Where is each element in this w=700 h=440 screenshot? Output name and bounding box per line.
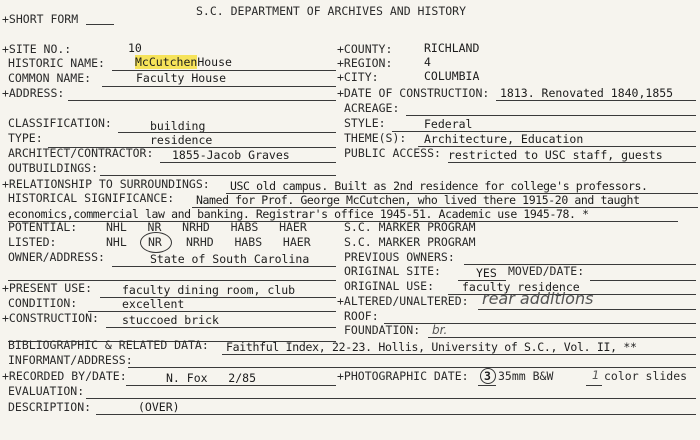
county-label: +COUNTY: — [337, 42, 393, 56]
bibliographic-line — [222, 354, 696, 355]
construction-line — [106, 327, 336, 328]
site-no-label: +SITE NO.: — [2, 42, 72, 56]
photo-slides-label: color slides — [604, 369, 688, 383]
style-label: STYLE: — [344, 116, 386, 130]
themes-line — [418, 146, 696, 147]
date-construction-label: +DATE OF CONSTRUCTION: — [337, 86, 490, 100]
foundation-value: br. — [432, 323, 448, 337]
city-value: COLUMBIA — [424, 69, 480, 83]
condition-label: CONDITION: — [8, 296, 78, 310]
foundation-line — [428, 337, 696, 338]
photo-slides-line — [586, 385, 602, 386]
significance-label: HISTORICAL SIGNIFICANCE: — [8, 191, 175, 205]
description-label: DESCRIPTION: — [8, 400, 92, 414]
historic-name-highlight: McCutchen — [135, 55, 198, 69]
foundation-label: FOUNDATION: — [344, 323, 421, 337]
region-value: 4 — [424, 55, 431, 69]
significance-line-2 — [8, 221, 678, 222]
card-title: S.C. DEPARTMENT OF ARCHIVES AND HISTORY — [196, 4, 467, 18]
photo-count-circle — [480, 368, 496, 384]
recorded-by-label: +RECORDED BY/DATE: — [2, 369, 127, 383]
moved-date-line — [590, 280, 696, 281]
themes-label: THEME(S): — [344, 131, 407, 145]
owner-value: State of South Carolina — [150, 252, 310, 266]
original-use-value: faculty residence — [462, 280, 580, 294]
acreage-line — [406, 115, 696, 116]
historic-name-value — [135, 57, 232, 69]
recorded-by-line — [126, 385, 336, 386]
evaluation-line — [86, 398, 696, 399]
architect-line — [160, 162, 336, 163]
significance-value-1: Named for Prof. George McCutchen, who lived there 1915-20 and taught — [196, 193, 640, 207]
altered-value: rear additions — [482, 289, 594, 308]
site-no-value: 10 — [128, 41, 142, 55]
moved-date-label: MOVED/DATE: — [508, 264, 585, 278]
evaluation-label: EVALUATION: — [8, 384, 85, 398]
condition-value: excellent — [122, 297, 185, 311]
type-label: TYPE: — [8, 131, 43, 145]
present-use-label: +PRESENT USE: — [2, 281, 93, 295]
county-value: RICHLAND — [424, 41, 480, 55]
photo-count-line — [478, 385, 496, 386]
altered-line — [478, 309, 696, 310]
style-value: Federal — [424, 117, 473, 131]
architect-value: 1855-Jacob Graves — [172, 148, 290, 162]
photo-35mm-label: 35mm B&W — [498, 369, 554, 383]
original-use-label: ORIGINAL USE: — [344, 279, 435, 293]
short-form-label: +SHORT FORM — [2, 12, 79, 26]
owner-label: OWNER/ADDRESS: — [8, 250, 105, 264]
photo-slides-mark: 1 — [592, 368, 600, 382]
city-label: +CITY: — [337, 70, 379, 84]
date-construction-line — [496, 100, 696, 101]
relationship-label: +RELATIONSHIP TO SURROUNDINGS: — [2, 177, 210, 191]
bibliographic-label: BIBLIOGRAPHIC & RELATED DATA: — [8, 338, 209, 352]
acreage-label: ACREAGE: — [344, 101, 400, 115]
previous-owners-label: PREVIOUS OWNERS: — [344, 250, 455, 264]
roof-label: ROOF: — [344, 309, 379, 323]
informant-label: INFORMANT/ADDRESS: — [8, 353, 133, 367]
public-access-line — [448, 162, 696, 163]
address-line — [68, 100, 336, 101]
themes-value: Architecture, Education — [424, 132, 584, 146]
outbuildings-line — [100, 175, 336, 176]
outbuildings-label: OUTBUILDINGS: — [8, 161, 99, 175]
marker-program-1: S.C. MARKER PROGRAM — [344, 220, 476, 234]
photo-count-value: 3 — [484, 369, 491, 383]
listed-nr-circle — [140, 232, 172, 253]
region-label: +REGION: — [337, 56, 393, 70]
listed-nr: NR — [148, 235, 162, 249]
description-value: (OVER) — [138, 400, 180, 414]
present-use-value: faculty dining room, club — [122, 283, 296, 297]
photographic-date-label: +PHOTOGRAPHIC DATE: — [337, 369, 469, 383]
recorded-by-value: N. Fox 2/85 — [166, 371, 257, 385]
description-line — [96, 414, 696, 415]
date-construction-value: 1813. Renovated 1840,1855 — [500, 86, 674, 100]
marker-program-2: S.C. MARKER PROGRAM — [344, 235, 476, 249]
bibliographic-value: Faithful Index, 22-23. Hollis, University of S.C., Vol. II, ** — [226, 340, 637, 354]
historic-name-label: HISTORIC NAME: — [8, 56, 105, 70]
common-name-label: COMMON NAME: — [8, 71, 92, 85]
original-site-label: ORIGINAL SITE: — [344, 264, 441, 278]
short-form-line — [86, 24, 114, 25]
classification-value: building — [150, 119, 206, 133]
informant-line — [128, 367, 696, 368]
type-value: residence — [150, 133, 213, 147]
listed-label: LISTED: — [8, 235, 57, 249]
common-name-value: Faculty House — [136, 71, 227, 85]
public-access-label: PUBLIC ACCESS: — [344, 146, 441, 160]
construction-value: stuccoed brick — [122, 313, 219, 327]
historic-name-rest: House — [197, 55, 232, 69]
potential-options: NHL NR NRHD HABS HAER — [106, 220, 307, 234]
common-name-line — [102, 86, 336, 87]
listed-nhl: NHL — [106, 235, 127, 249]
classification-label: CLASSIFICATION: — [8, 116, 112, 130]
address-label: +ADDRESS: — [2, 86, 65, 100]
architect-label: ARCHITECT/CONTRACTOR: — [8, 146, 154, 160]
significance-value-2: economics,commercial law and banking. Registrar's office 1945-51. Academic use 1945-78. * — [8, 207, 589, 221]
construction-label: +CONSTRUCTION: — [2, 311, 99, 325]
listed-rest: NRHD HABS HAER — [186, 235, 311, 249]
relationship-value: USC old campus. Built as 2nd residence for college's professors. — [230, 179, 648, 193]
roof-line — [384, 323, 696, 324]
condition-line — [88, 311, 336, 312]
altered-label: +ALTERED/UNALTERED: — [337, 294, 469, 308]
original-site-value: YES — [476, 266, 497, 280]
owner-line — [112, 266, 336, 267]
potential-label: POTENTIAL: — [8, 220, 78, 234]
public-access-value: restricted to USC staff, guests — [448, 148, 663, 162]
